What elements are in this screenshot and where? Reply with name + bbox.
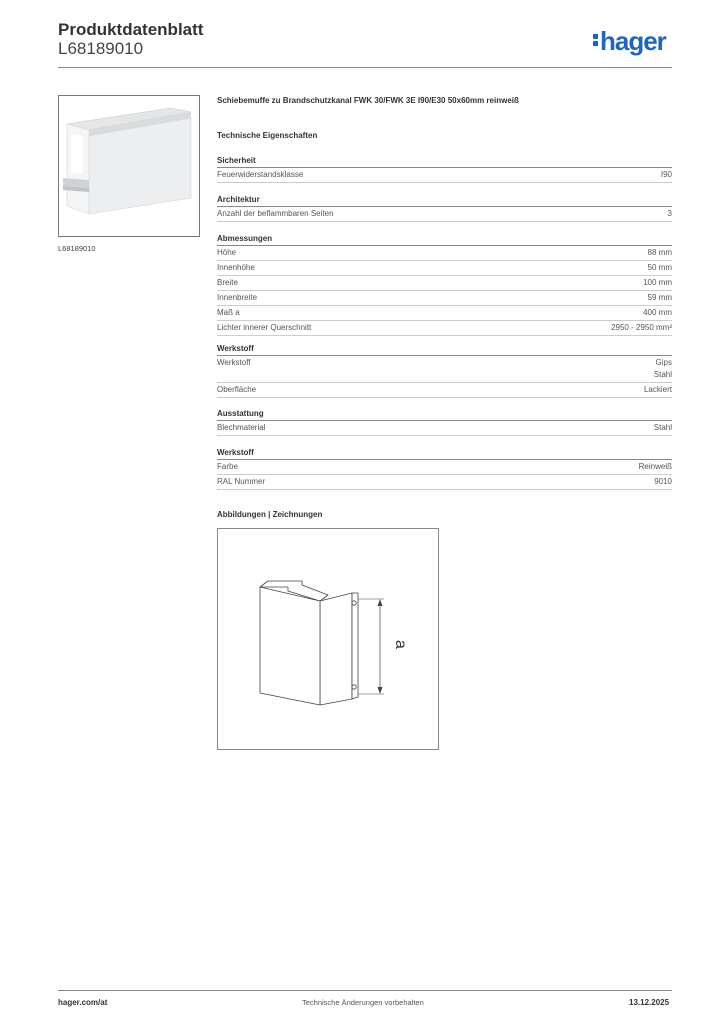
spec-label: Oberfläche [217,385,257,394]
footer-date: 13.12.2025 [629,998,670,1007]
dimension-label: a [392,640,409,649]
section-sicherheit [217,155,672,183]
section-title: Werkstoff [217,343,672,356]
technical-drawing [217,528,439,750]
section-architektur [217,194,672,222]
section-title: Architektur [217,194,672,207]
spec-row [217,356,672,383]
hager-logo [593,28,666,54]
spec-label: Feuerwiderstandsklasse [217,170,304,179]
spec-label: Anzahl der beflammbaren Seiten [217,209,334,218]
spec-value: 88 mm [647,248,672,257]
spec-value: 3 [667,209,672,218]
spec-value: 9010 [654,477,672,486]
spec-label: Breite [217,278,238,287]
spec-label: RAL Nummer [217,477,266,486]
header-divider [58,67,672,68]
spec-value: Lackiert [643,385,672,394]
product-image [58,95,200,237]
section-werkstoff [217,343,672,398]
section-title: Ausstattung [217,408,672,421]
spec-value-multi [654,357,672,381]
spec-label: Höhe [217,248,237,257]
spec-row [217,261,672,276]
section-title: Sicherheit [217,155,672,168]
spec-label: Farbe [217,462,238,471]
footer-website-link[interactable]: hager.com/at [58,998,108,1007]
drawing-illustration [218,529,438,749]
spec-value: I90 [660,170,672,179]
logo-dots-icon [593,32,598,48]
spec-row [217,168,672,183]
section-werkstoff-farbe [217,447,672,490]
spec-row [217,207,672,222]
logo-text: hager [600,26,666,56]
spec-label: Innenbreite [217,293,258,302]
spec-value: Stahl [653,370,672,379]
spec-value: 50 mm [647,263,672,272]
spec-row [217,421,672,436]
spec-value: 2950 - 2950 mm² [611,323,672,332]
spec-row [217,321,672,336]
spec-label: Werkstoff [217,358,251,367]
spec-value: 59 mm [647,293,672,302]
footer-notice: Technische Änderungen vorbehalten [302,998,424,1007]
drawings-heading: Abbildungen | Zeichnungen [217,510,323,519]
spec-value: 400 mm [643,308,672,317]
spec-value: Reinweiß [638,462,672,471]
spec-row [217,306,672,321]
product-photo-illustration [59,96,199,236]
footer-divider [58,990,672,991]
spec-row [217,383,672,398]
spec-row [217,475,672,490]
section-title: Abmessungen [217,233,672,246]
product-description: Schiebemuffe zu Brandschutzkanal FWK 30/FWK 3E I90/E30 50x60mm reinweiß [217,96,519,105]
spec-label: Maß a [217,308,240,317]
section-ausstattung [217,408,672,436]
section-abmessungen [217,233,672,336]
spec-value: Gips [655,358,672,367]
image-caption: L68189010 [58,244,96,253]
spec-label: Innenhöhe [217,263,255,272]
spec-value: 100 mm [643,278,672,287]
spec-label: Blechmaterial [217,423,266,432]
spec-row [217,276,672,291]
spec-row [217,246,672,261]
spec-row [217,460,672,475]
page-title: Produktdatenblatt [58,20,204,39]
spec-row [217,291,672,306]
spec-label: Lichter innerer Querschnitt [217,323,312,332]
article-number: L68189010 [58,39,144,58]
tech-properties-heading: Technische Eigenschaften [217,131,318,140]
section-title: Werkstoff [217,447,672,460]
spec-value: Stahl [653,423,672,432]
